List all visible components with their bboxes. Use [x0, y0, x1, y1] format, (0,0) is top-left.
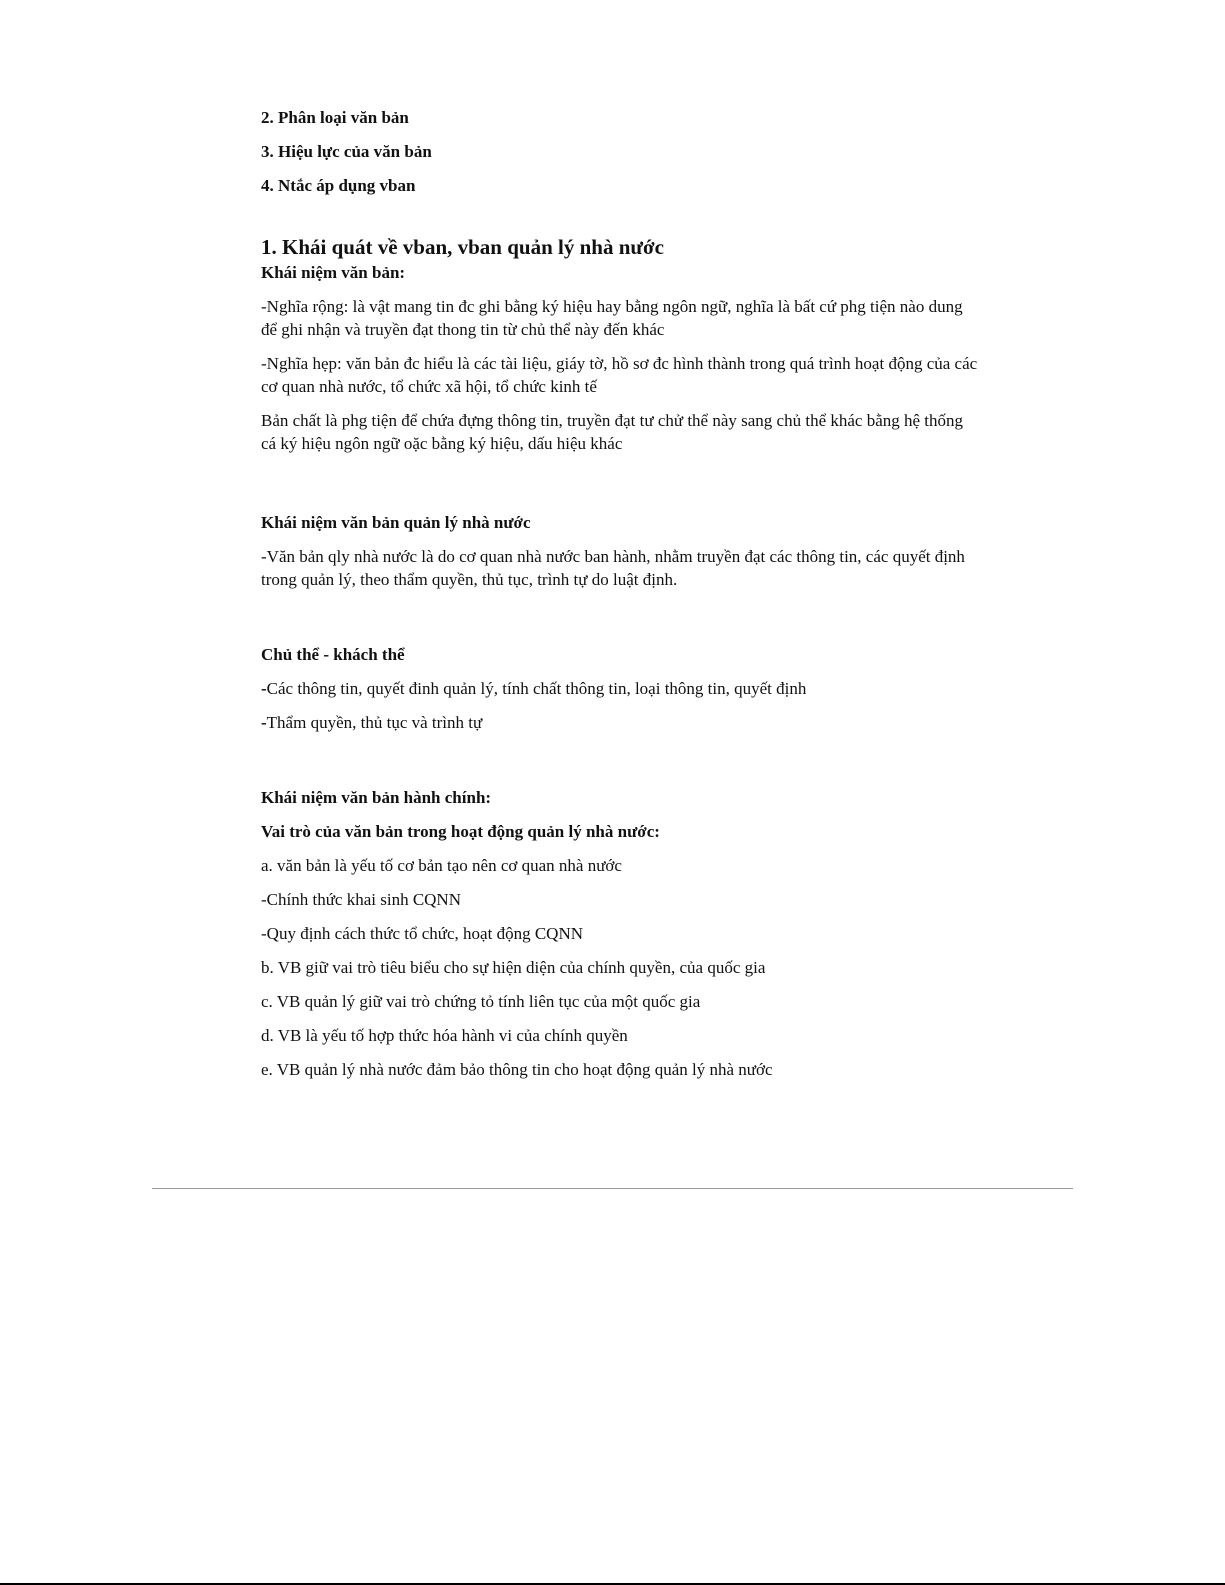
toc-item-4: 4. Ntắc áp dụng vban: [261, 176, 416, 195]
role-item: e. VB quản lý nhà nước đảm bảo thông tin cho hoạt động quản lý nhà nước: [261, 1060, 773, 1079]
role-item: -Quy định cách thức tổ chức, hoạt động CQNN: [261, 924, 583, 943]
role-item: a. văn bản là yếu tố cơ bản tạo nên cơ quan nhà nước: [261, 856, 622, 875]
role-heading: Vai trò của văn bản trong hoạt động quản lý nhà nước:: [261, 822, 660, 841]
role-item: -Chính thức khai sinh CQNN: [261, 890, 461, 909]
page-content: [261, 106, 981, 1092]
page-divider: [152, 1188, 1073, 1189]
subject-object-heading: Chủ thể - khách thể: [261, 645, 405, 664]
list-item-text: Thẩm quyền, thủ tục và trình tự: [266, 713, 483, 732]
broad-meaning-paragraph: -Nghĩa rộng: là vật mang tin đc ghi bằng ký hiệu hay bằng ngôn ngữ, nghĩa là bất cứ phg tiện nào dung để ghi nhận và truyền đạt thong tin từ chủ thể này đến khác: [261, 297, 963, 339]
concept-heading: Khái niệm văn bản:: [261, 263, 406, 282]
role-item: c. VB quản lý giữ vai trò chứng tỏ tính liên tục của một quốc gia: [261, 992, 701, 1011]
toc-item-3: 3. Hiệu lực của văn bản: [261, 142, 432, 161]
spacer: [261, 745, 981, 786]
admin-doc-heading: Khái niệm văn bản hành chính:: [261, 788, 492, 807]
list-dash: -: [261, 713, 267, 732]
state-doc-paragraph: -Văn bản qly nhà nước là do cơ quan nhà nước ban hành, nhằm truyền đạt các thông tin, các quyết định trong quản lý, theo thẩm quyền, thủ tục, trình tự do luật định.: [261, 547, 965, 589]
list-item-text: Các thông tin, quyết đinh quản lý, tính chất thông tin, loại thông tin, quyết định: [266, 679, 807, 698]
subject-object-item: [261, 677, 981, 700]
state-doc-heading: Khái niệm văn bản quản lý nhà nước: [261, 513, 531, 532]
spacer: [261, 466, 981, 511]
role-item: d. VB là yếu tố hợp thức hóa hành vi của chính quyền: [261, 1026, 628, 1045]
spacer: [261, 602, 981, 643]
toc-item-2: 2. Phân loại văn bản: [261, 108, 409, 127]
role-item: b. VB giữ vai trò tiêu biểu cho sự hiện diện của chính quyền, của quốc gia: [261, 958, 766, 977]
subject-object-item: [261, 711, 981, 734]
list-dash: -: [261, 679, 267, 698]
essence-paragraph: Bản chất là phg tiện để chứa đựng thông tin, truyền đạt tư chử thể này sang chủ thể khác bằng hệ thống cá ký hiệu ngôn ngữ oặc bằng ký hiệu, dấu hiệu khác: [261, 411, 964, 453]
section-title: 1. Khái quát về vban, vban quản lý nhà nước: [261, 235, 664, 259]
narrow-meaning-paragraph: -Nghĩa hẹp: văn bản đc hiểu là các tài liệu, giáy tờ, hồ sơ đc hình thành trong quá trình hoạt động của các cơ quan nhà nước, tổ chức xã hội, tổ chức kinh tế: [261, 354, 978, 396]
